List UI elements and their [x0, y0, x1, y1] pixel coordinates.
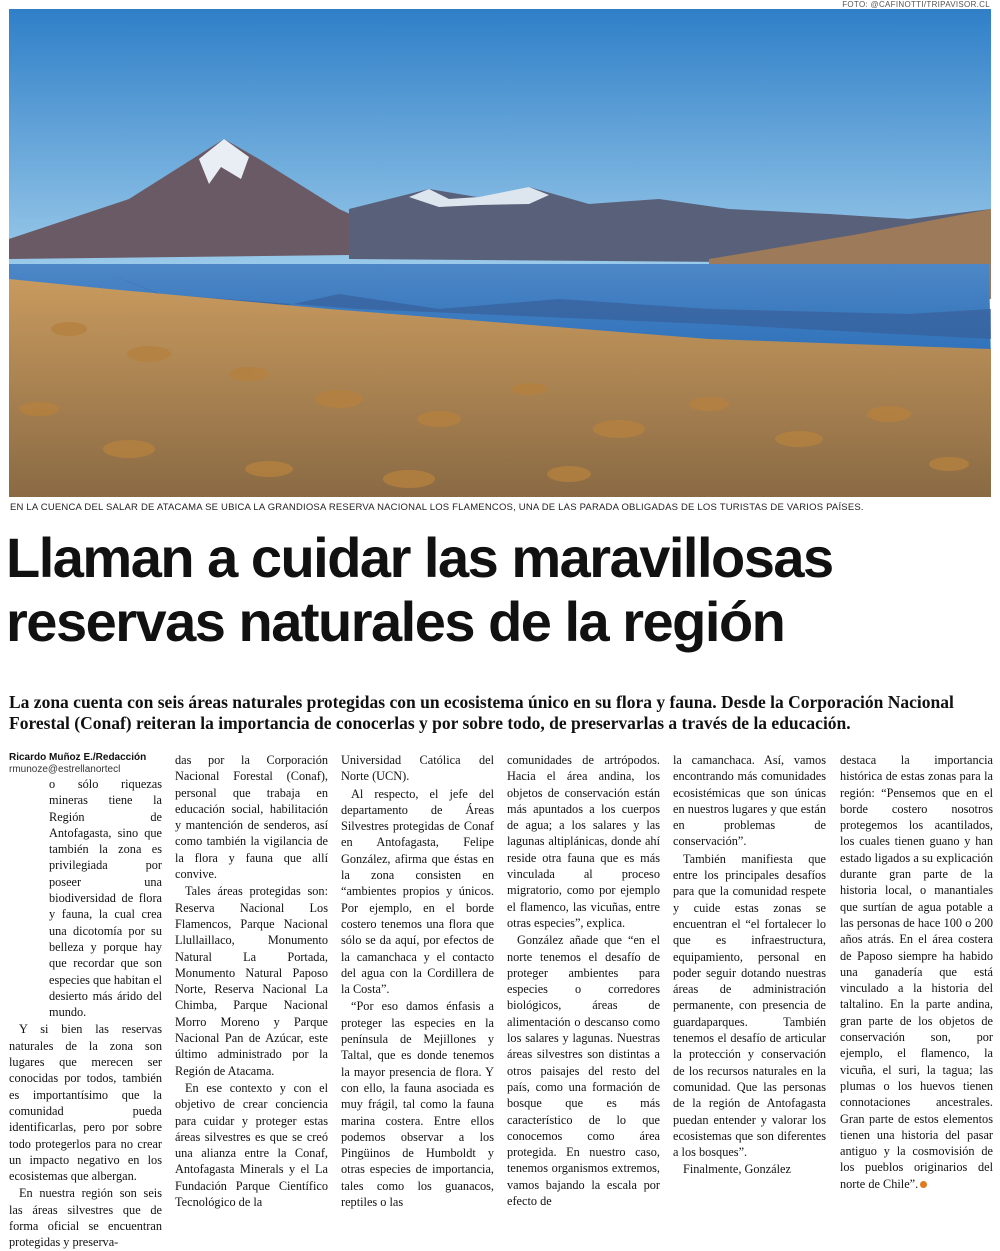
- headline: [6, 526, 996, 654]
- headline-line-2: reservas naturales de la región: [6, 590, 785, 653]
- paragraph: [840, 752, 993, 1192]
- column-5: [673, 752, 826, 1192]
- byline-email[interactable]: rmunoze@estrellanortecl: [9, 764, 121, 775]
- byline: [9, 752, 162, 776]
- article-body: [9, 752, 993, 1250]
- paragraph: o sólo riquezas mineras tiene la Región de Antofagasta, sino que también la zona es privilegiada por poseer una biodiversidad de flora y fauna, la cual crea una dicotomía por su belleza y porque hay que recordar que son especies que habitan el desierto más árido del mundo.: [49, 777, 163, 1020]
- paragraph-text: destaca la importancia histórica de estas zonas para la región: “Pensemos que en el borde costero nosotros protegemos los acantilados, los cuales tienen guano y han estado ligados a su explicación durante gran parte de la historia local, o manantiales que surtían de agua potable a las personas de hace 100 o 200 años atrás. En el área costera de Paposo siempre ha habido una ganadería que está vinculado a la historia del taltalino. En la parte andina, gran parte de los objetos de conservación son, por ejemplo, el flamenco, la vicuña, el suri, la tagua; las plumas o los huevos tienen connotaciones ancestrales. Gran parte de estos elementos tienen una historia del pasar antiguo y la cosmovisión de los pueblos originarios del norte de Chile”.: [840, 753, 993, 1191]
- paragraph: También manifiesta que entre los principales desafíos para que la comunidad respete y cuide estas zonas se encuentran el “el fortalecer lo que es infraestructura, equipamiento, personal en poder seguir dotando nuestras áreas de administración permanente, con presencia de guardaparques. También tenemos el desafío de articular la protección y conservación de los recursos naturales en la comunidad. Que las personas de la región de Antofagasta puedan entender y valorar los ecosistemas que son diferentes a los bosques”.: [673, 851, 826, 1160]
- paragraph: En ese contexto y con el objetivo de crear conciencia para cuidar y proteger estas áreas silvestres es que se creó una alianza entre la Conaf, Antofagasta Minerals y el La Fundación Parque Científico Tecnológico de la: [175, 1080, 328, 1210]
- column-1: [9, 752, 163, 1250]
- column-4: [507, 752, 660, 1209]
- paragraph: das por la Corporación Nacional Forestal (Conaf), personal que trabaja en educación social, habilitación y mantención de senderos, así como también la vigilancia de la flora y fauna que allí convive.: [175, 753, 328, 882]
- byline-author: Ricardo Muñoz E./Redacción: [9, 752, 147, 763]
- paragraph: En nuestra región son seis las áreas silvestres que de forma oficial se encuentran protegidas y preserva-: [9, 1186, 162, 1250]
- paragraph: Finalmente, González: [683, 1162, 791, 1177]
- paragraph: Y si bien las reservas naturales de la zona son lugares que merecen ser conocidas por todos, también es importantísimo que la comunidad pueda identificarlas, pero por sobre todo protegerlos para no crear un impacto negativo en los ecosistemas que albergan.: [9, 1022, 162, 1184]
- paragraph: González añade que “en el norte tenemos el desafío de proteger ambientes para especies o corredores biológicos, áreas de alimentación o descanso como los salares y lagunas. Nuestras áreas silvestres son distintas a otros paisajes del resto del país, como una formación de bosque que es más característico de lo que conocemos como área protegida. En nuestro caso, tenemos organismos extremos, vamos bajando la escala por efecto de: [507, 933, 660, 1209]
- photo-credit: FOTO: @CAFINOTTI/TRIPAVISOR.CL: [842, 0, 990, 9]
- column-2: [175, 752, 328, 1210]
- paragraph: “Por eso damos énfasis a proteger las especies en la península de Mejillones y Taltal, que es donde tenemos la mayor presencia de flora. Y con ello, la fauna asociada es muy frágil, tal como la fauna marina costera. Entre ellos podemos observar a los Pingüinos de Humboldt y otras especies de importancia, tales como los guanacos, reptiles o las: [341, 999, 494, 1210]
- paragraph: Universidad Católica del Norte (UCN).: [341, 753, 494, 784]
- headline-line-1: Llaman a cuidar las maravillosas: [6, 526, 833, 589]
- column-6: [840, 752, 993, 1192]
- deck: La zona cuenta con seis áreas naturales protegidas con un ecosistema único en su flora y fauna. Desde la Corporación Nacional Forestal (Conaf) reiteran la importancia de conocerlas y por sobre todo, de preservarlas a través de la educación.: [9, 692, 954, 733]
- column-3: [341, 752, 494, 1210]
- paragraph: Al respecto, el jefe del departamento de Áreas Silvestres protegidas de Conaf en Antofagasta, Felipe González, afirma que éstas en la zona consisten en “ambientes propios y únicos. Por ejemplo, en el borde costero tenemos una flora que sólo se da aquí, por efectos de la camanchaca y el contacto del agua con la Cordillera de la Costa”.: [341, 786, 494, 997]
- paragraph: la camanchaca. Así, vamos encontrando más comunidades ecosistémicas que son únicas en nuestros lugares y que están en problemas de conservación”.: [673, 753, 826, 849]
- paragraph: comunidades de artrópodos. Hacia el área andina, los objetos de conservación están más apuntados a los cuerpos de agua; a los salares y las lagunas altiplánicas, donde ahí reside otra fauna que es más vinculada al proceso migratorio, como por ejemplo el flamenco, las vicuñas, entre otras especies”, explica.: [507, 753, 660, 930]
- photo-caption: EN LA CUENCA DEL SALAR DE ATACAMA SE UBICA LA GRANDIOSA RESERVA NACIONAL LOS FLAMENCOS, UNA DE LAS PARADA OBLIGADAS DE LOS TURISTAS DE VARIOS PAÍSES.: [10, 502, 864, 513]
- paragraph: Tales áreas protegidas son: Reserva Nacional Los Flamencos, Parque Nacional Llullaillaco, Monumento Natural La Portada, Monumento Natural Paposo Norte, Reserva Nacional La Chimba, Parque Nacional Morro Moreno y Parque Nacional Pan de Azúcar, este último administrado por la Región de Atacama.: [175, 884, 328, 1078]
- end-of-article-icon: [920, 1181, 927, 1188]
- landscape-photo: [9, 9, 991, 497]
